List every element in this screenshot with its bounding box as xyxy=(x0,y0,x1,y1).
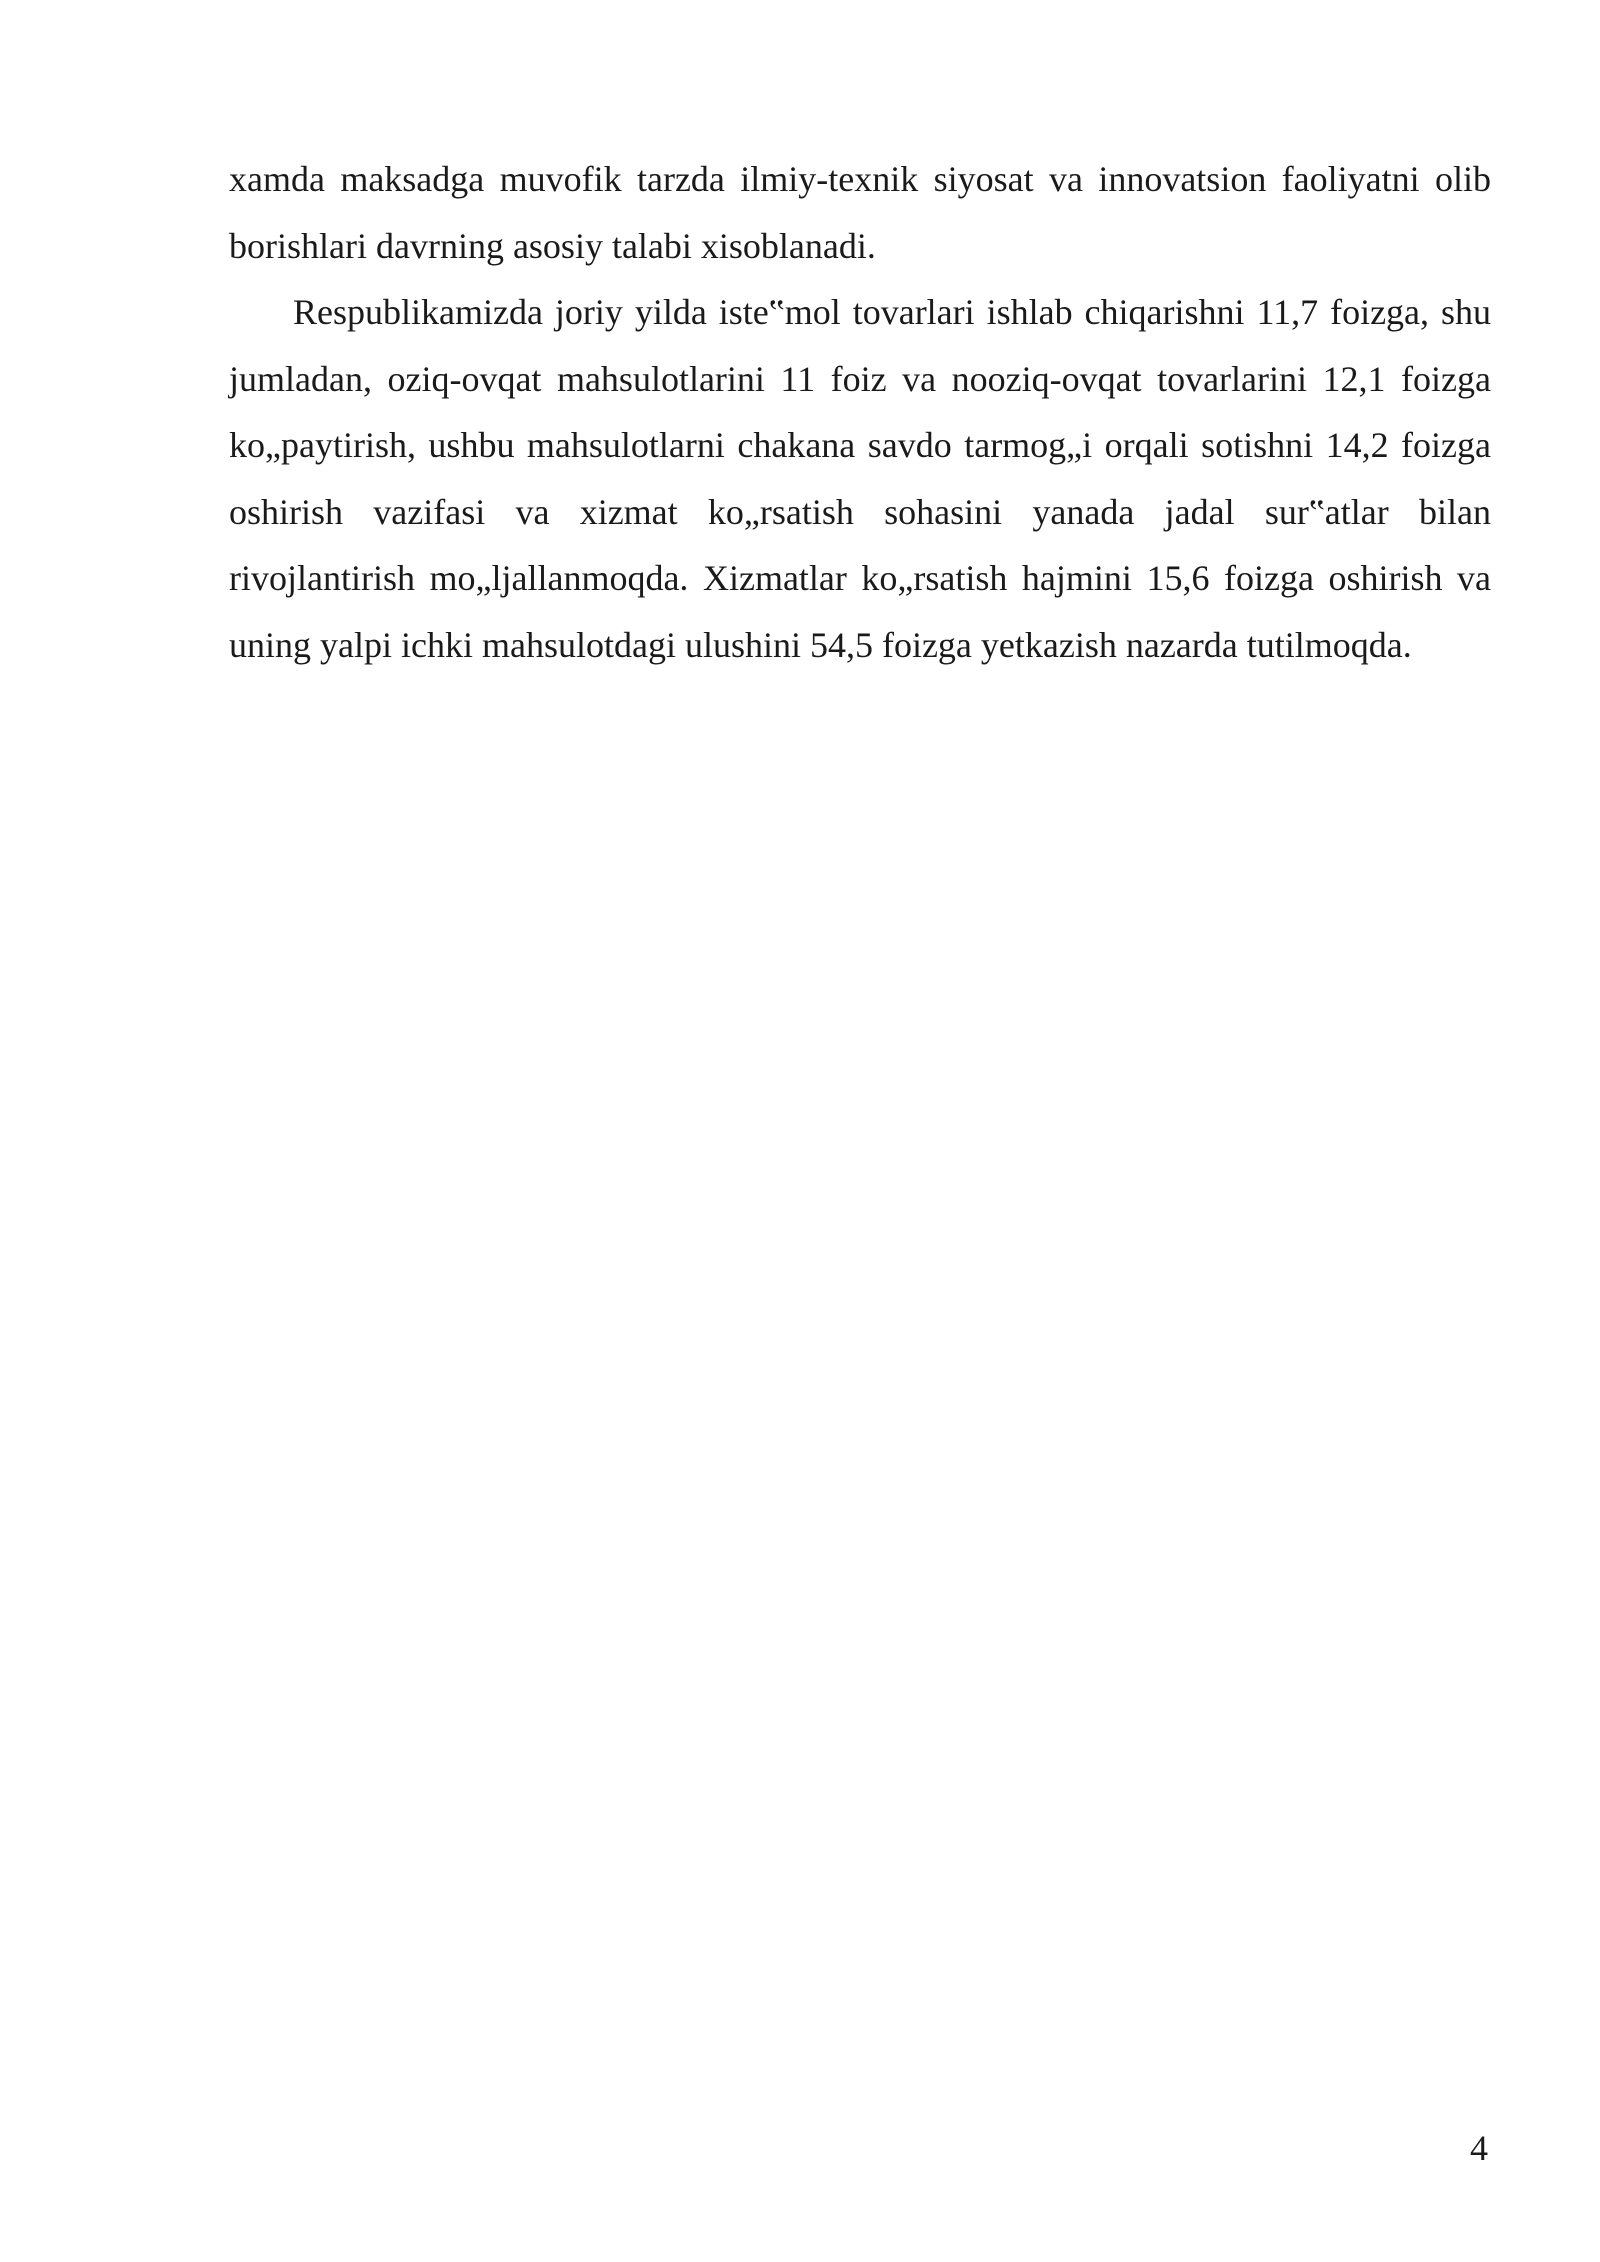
body-text xyxy=(229,146,1491,678)
page-number: 4 xyxy=(1470,2128,1488,2168)
paragraph-main: Respublikamizda joriy yilda iste‟mol tovarlari ishlab chiqarishni 11,7 foizga, shu jumladan, oziq-ovqat mahsulotlarini 11 foiz va nooziq-ovqat tovarlarini 12,1 foizga ko„paytirish, ushbu mahsulotlarni chakana savdo tarmog„i orqali sotishni 14,2 foizga oshirish vazifasi va xizmat ko„rsatish sohasini yanada jadal sur‟atlar bilan rivojlantirish mo„ljallanmoqda. Xizmatlar ko„rsatish hajmini 15,6 foizga oshirish va uning yalpi ichki mahsulotdagi ulushini 54,5 foizga yetkazish nazarda tutilmoqda. xyxy=(229,292,1491,665)
paragraph-continuation: xamda maksadga muvofik tarzda ilmiy-texnik siyosat va innovatsion faoliyatni olib borishlari davrning asosiy talabi xisoblanadi. xyxy=(229,159,1491,266)
